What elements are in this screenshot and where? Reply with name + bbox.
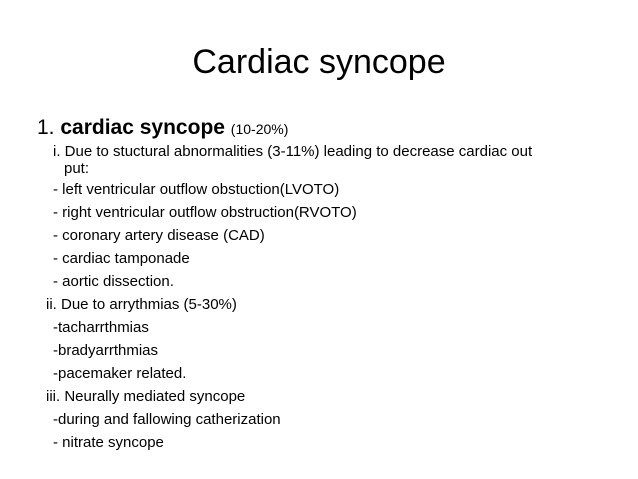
list-item: - right ventricular outflow obstruction(RVOTO) [53,204,357,221]
list-item: ii. Due to arrythmias (5-30%) [46,296,237,313]
list-item: -pacemaker related. [53,365,187,382]
heading-range: (10-20%) [230,121,289,137]
list-item: -during and fallowing catherization [53,411,281,428]
list-item: iii. Neurally mediated syncope [46,388,246,405]
list-item: -bradyarrthmias [53,342,159,359]
list-item: - coronary artery disease (CAD) [53,227,265,244]
list-item: - aortic dissection. [53,273,174,290]
list-item: - left ventricular outflow obstuction(LVOTO) [53,181,340,198]
heading-number: 1. [37,116,55,139]
list-item: i. Due to stuctural abnormalities (3-11%) leading to decrease cardiac out [53,143,533,160]
list-item: - cardiac tamponade [53,250,190,267]
list-item: - nitrate syncope [53,434,164,451]
list-item: -tacharrthmias [53,319,149,336]
heading-text: cardiac syncope [60,116,225,139]
section-heading [37,114,288,143]
slide-title: Cardiac syncope [192,43,446,81]
list-item: put: [64,160,90,177]
